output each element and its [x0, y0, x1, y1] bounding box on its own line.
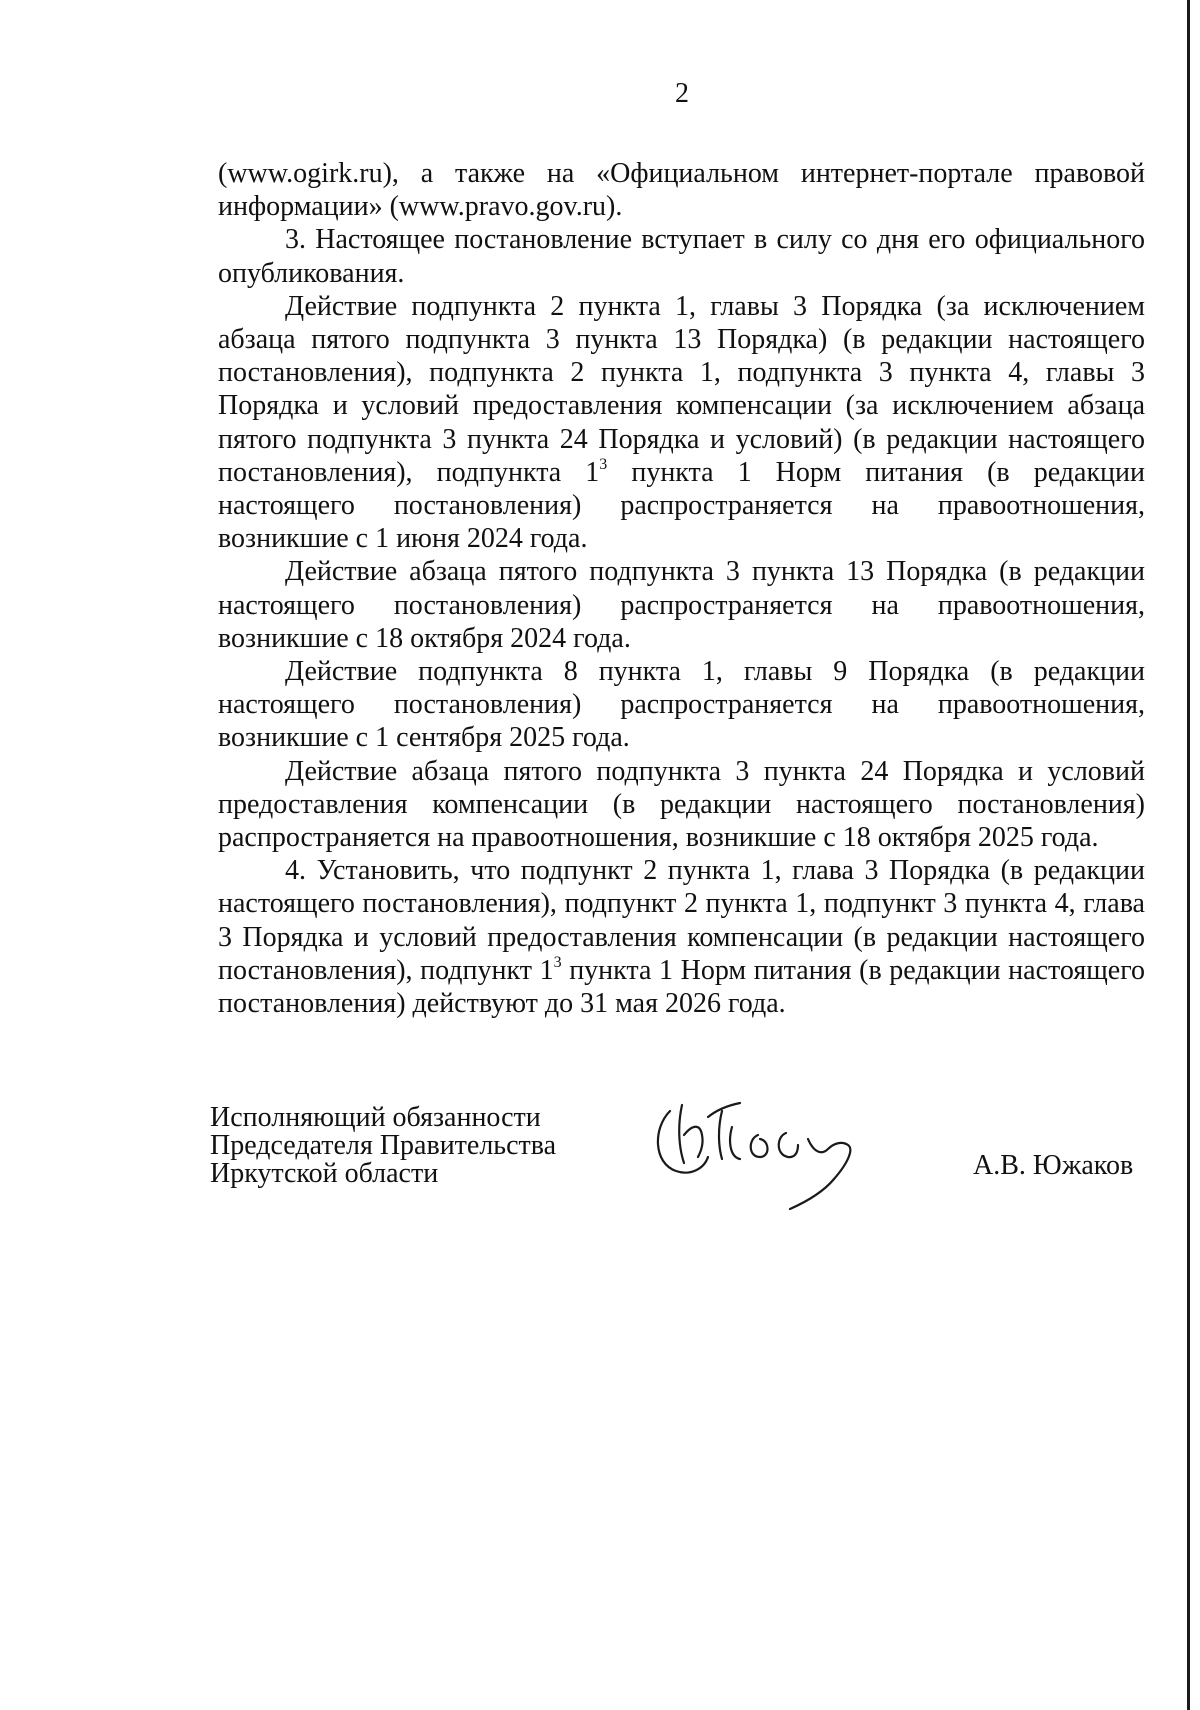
paragraph-text-part: пункта 1 Норм питания (в редакции настоящего постановления) распространяется на правоотношения, возникшие с 1 июня 2024 года.	[218, 456, 1146, 555]
signatory-position-line: Иркутской области	[210, 1158, 439, 1189]
paragraph-effect-from-october-2025: Действие абзаца пятого подпункта 3 пункта 24 Порядка и условий предоставления компенсации (в редакции настоящего постановления) распространяется на правоотношения, возникшие с 18 октября 2025 года.	[218, 755, 1145, 854]
paragraph-effect-from-june-2024	[218, 290, 1145, 556]
signatory-name: А.В. Южаков	[973, 1150, 1134, 1181]
paragraph-text-part: 4. Установить, что подпункт 2 пункта 1, глава 3 Порядка (в редакции настоящего постановления), подпункт 2 пункта 1, подпункт 3 пункта 4, глава 3 Порядка и условий предоставления компенсации (в редакции настоящего постановления), подпункт 1	[218, 855, 1145, 986]
superscript: 3	[553, 953, 562, 971]
page-edge	[1187, 0, 1190, 1710]
paragraph-4-validity-period	[218, 854, 1145, 1020]
superscript: 3	[599, 455, 608, 473]
document-body	[218, 157, 1145, 1020]
signatory-position-line: Председателя Правительства	[210, 1130, 557, 1161]
paragraph-3-entry-into-force: 3. Настоящее постановление вступает в силу со дня его официального опубликования.	[218, 224, 1145, 289]
paragraph-effect-from-october-2024: Действие абзаца пятого подпункта 3 пункта 13 Порядка (в редакции настоящего постановления) распространяется на правоотношения, возникшие с 18 октября 2024 года.	[218, 556, 1145, 654]
paragraph-publication-continuation: (www.ogirk.ru), а также на «Официальном интернет-портале правовой информации» (www.pravo.gov.ru).	[218, 158, 1145, 223]
paragraph-effect-from-september-2025: Действие подпункта 8 пункта 1, главы 9 Порядка (в редакции настоящего постановления) распространяется на правоотношения, возникшие с 1 сентября 2025 года.	[218, 656, 1145, 754]
handwritten-signature	[648, 1083, 888, 1213]
page-number: 2	[675, 78, 689, 109]
paragraph-text-part: Действие подпункта 2 пункта 1, главы 3 Порядка (за исключением абзаца пятого подпункта 3 пункта 13 Порядка) (в редакции настоящего постановления), подпункта 2 пункта 1, подпункта 3 пункта 4, главы 3 Порядка и условий предоставления компенсации (за исключением абзаца пятого подпункта 3 пункта 24 Порядка и условий) (в редакции настоящего постановления), подпункта 1	[218, 290, 1145, 488]
signatory-position-line: Исполняющий обязанности	[210, 1102, 541, 1133]
paragraph-text-part: пункта 1 Норм питания (в редакции настоящего постановления) действуют до 31 мая 2026 года.	[218, 954, 1145, 1020]
signatory-position	[210, 1104, 556, 1188]
